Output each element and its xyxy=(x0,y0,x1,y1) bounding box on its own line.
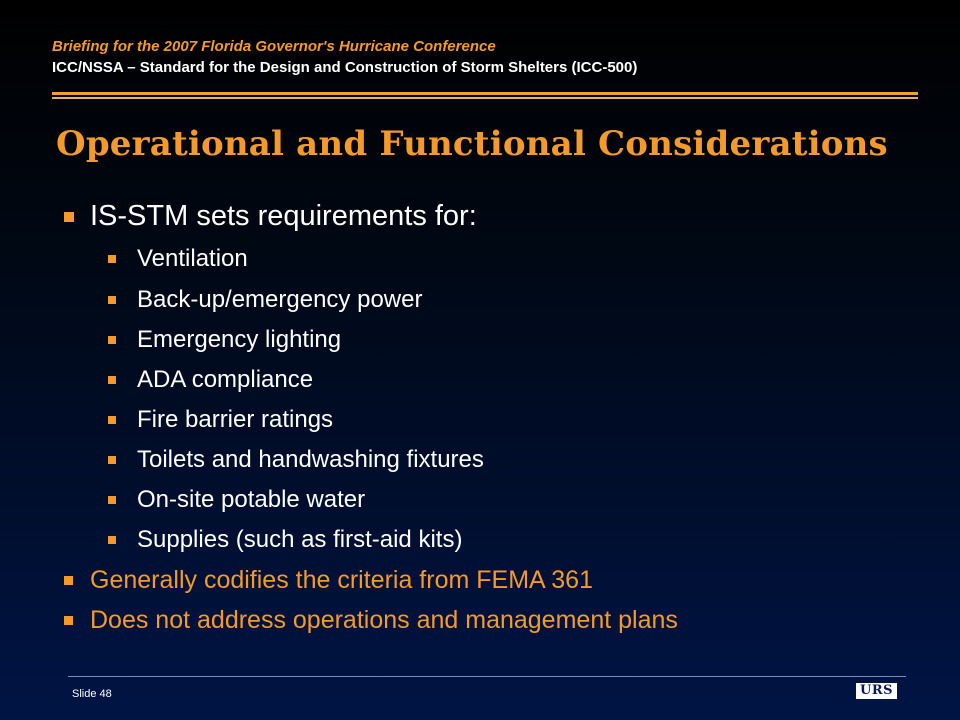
sub-bullet xyxy=(108,406,333,434)
sub-bullet-text: On-site potable water xyxy=(137,486,366,513)
square-bullet-icon xyxy=(108,296,116,304)
sub-bullet-text: Supplies (such as first-aid kits) xyxy=(137,526,463,553)
sub-bullet-text: Ventilation xyxy=(137,245,248,272)
sub-bullet xyxy=(108,326,341,354)
highlight-bullet-text: Generally codifies the criteria from FEMA 361 xyxy=(90,566,593,594)
sub-bullet xyxy=(108,446,484,474)
sub-bullet xyxy=(108,245,248,273)
square-bullet-icon xyxy=(64,576,73,585)
sub-bullet-text: Fire barrier ratings xyxy=(137,406,334,433)
sub-bullet-text: Toilets and handwashing fixtures xyxy=(137,446,484,473)
square-bullet-icon xyxy=(108,255,116,263)
sub-bullet xyxy=(108,486,365,514)
square-bullet-icon xyxy=(108,536,116,544)
highlight-bullet xyxy=(64,606,678,635)
highlight-bullet-text: Does not address operations and management plans xyxy=(90,606,678,634)
highlight-bullet xyxy=(64,566,593,595)
header-standard-title: ICC/NSSA – Standard for the Design and Construction of Storm Shelters (ICC-500) xyxy=(52,59,638,76)
slide-title: Operational and Functional Considerations xyxy=(56,124,888,164)
sub-bullet-text: ADA compliance xyxy=(137,366,314,393)
header-divider-secondary xyxy=(52,97,918,99)
footer-divider xyxy=(68,676,906,677)
sub-bullet xyxy=(108,366,313,394)
urs-logo: URS xyxy=(856,683,897,699)
sub-bullet xyxy=(108,286,422,314)
header-divider xyxy=(52,92,918,95)
square-bullet-icon xyxy=(108,376,116,384)
slide-number: Slide 48 xyxy=(72,688,112,700)
square-bullet-icon xyxy=(108,496,116,504)
bullet-main-text: IS-STM sets requirements for: xyxy=(90,200,477,232)
square-bullet-icon xyxy=(108,416,116,424)
header-conference-title: Briefing for the 2007 Florida Governor's Hurricane Conference xyxy=(52,38,496,55)
bullet-main xyxy=(64,200,477,233)
square-bullet-icon xyxy=(64,616,73,625)
square-bullet-icon xyxy=(108,336,116,344)
square-bullet-icon xyxy=(64,212,74,222)
sub-bullet xyxy=(108,526,462,554)
sub-bullet-text: Back-up/emergency power xyxy=(137,286,423,313)
square-bullet-icon xyxy=(108,456,116,464)
sub-bullet-text: Emergency lighting xyxy=(137,326,342,353)
